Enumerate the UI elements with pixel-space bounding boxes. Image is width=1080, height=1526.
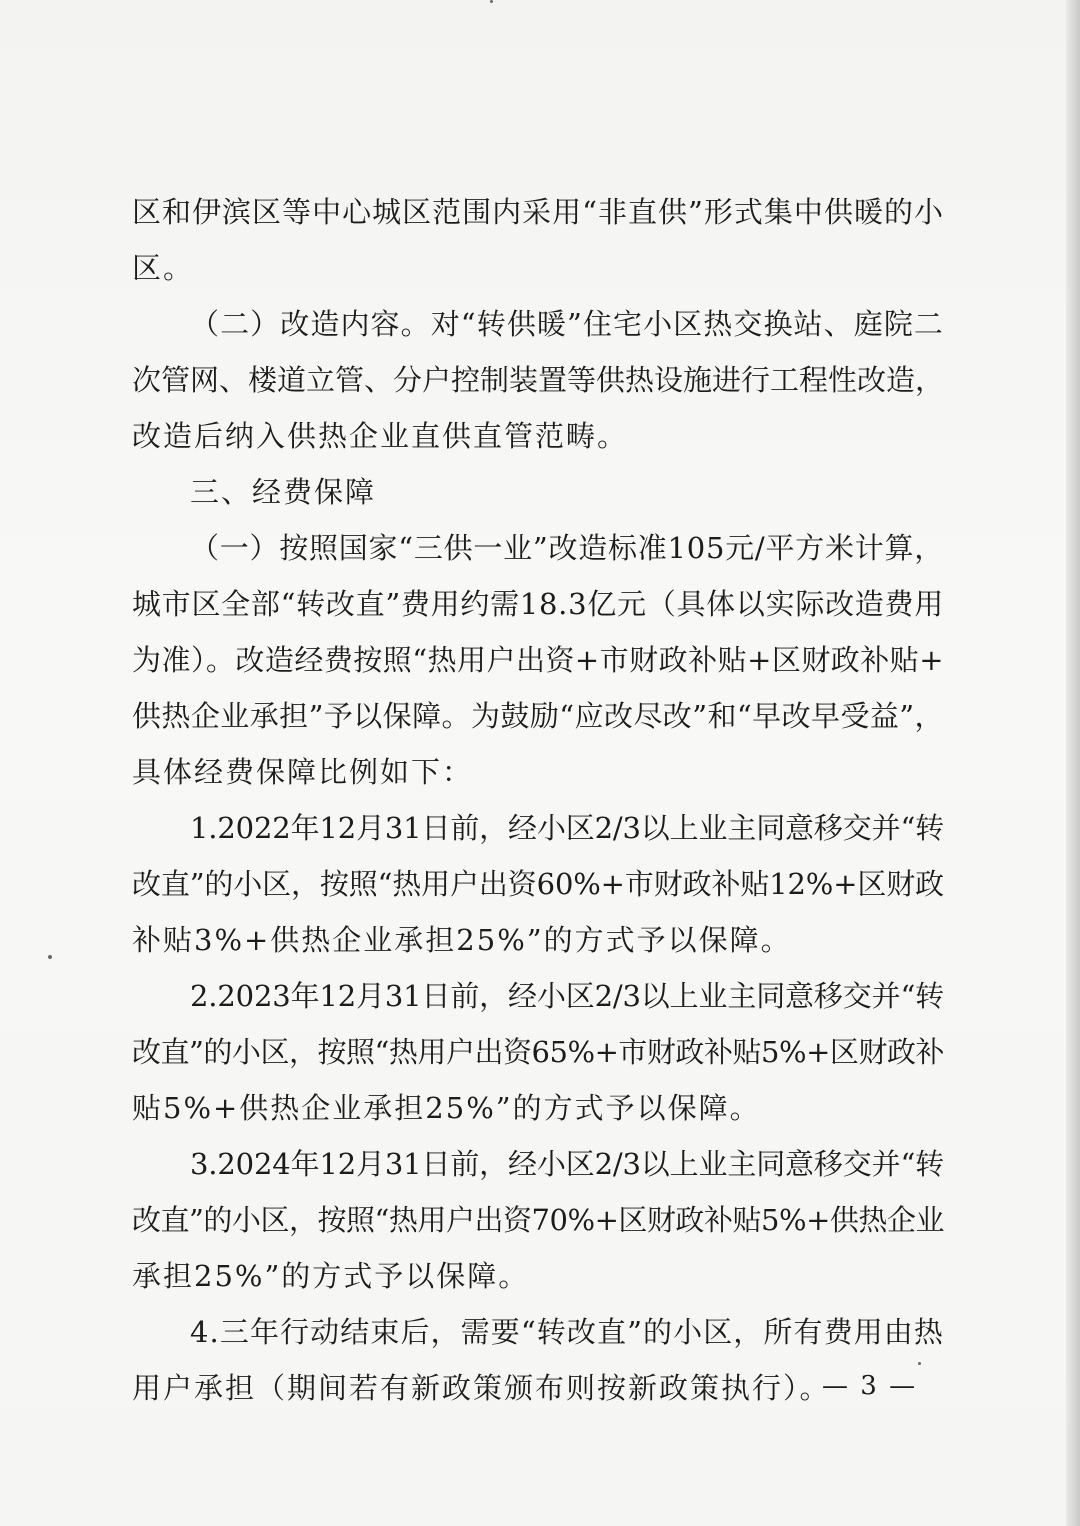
page-edge-shadow [1066, 0, 1080, 1526]
section-heading: 三、经费保障 [190, 475, 377, 509]
paragraph-line: 用户承担（期间若有新政策颁布则按新政策执行）。 [132, 1371, 831, 1405]
paragraph-line: 补贴3%+供热企业承担25%”的方式予以保障。 [132, 923, 792, 957]
document-body [132, 184, 944, 1416]
paragraph-line: 为准）。改造经费按照“热用户出资+市财政补贴+区财政补贴+ [132, 643, 944, 677]
paragraph-line: 承担25%”的方式予以保障。 [132, 1259, 530, 1293]
paragraph-line: （二）改造内容。对“转供暖”住宅小区热交换站、庭院二 [190, 307, 944, 341]
paragraph-line: 1.2022年12月31日前，经小区2/3以上业主同意移交并“转 [190, 811, 944, 845]
scan-speck [48, 955, 52, 959]
scan-speck [490, 0, 493, 3]
paragraph-line: 3.2024年12月31日前，经小区2/3以上业主同意移交并“转 [190, 1147, 944, 1181]
paragraph-line: 区。 [132, 251, 195, 285]
paragraph-line: 2.2023年12月31日前，经小区2/3以上业主同意移交并“转 [190, 979, 944, 1013]
paragraph-line: 次管网、楼道立管、分户控制装置等供热设施进行工程性改造， [132, 363, 944, 397]
paragraph-line: （一）按照国家“三供一业”改造标准105元/平方米计算， [190, 531, 944, 565]
page-number: — 3 — [822, 1371, 918, 1401]
paragraph-line: 区和伊滨区等中心城区范围内采用“非直供”形式集中供暖的小 [132, 195, 944, 229]
paragraph-line: 具体经费保障比例如下： [132, 755, 474, 789]
paragraph-line: 城市区全部“转改直”费用约需18.3亿元（具体以实际改造费用 [132, 587, 944, 621]
paragraph-line: 贴5%+供热企业承担25%”的方式予以保障。 [132, 1091, 761, 1125]
paragraph-line: 改造后纳入供热企业直供直管范畴。 [132, 419, 629, 453]
paragraph-line: 4.三年行动结束后，需要“转改直”的小区，所有费用由热 [190, 1315, 944, 1349]
paragraph-line: 改直”的小区，按照“热用户出资70%+区财政补贴5%+供热企业 [132, 1203, 944, 1237]
paragraph-line: 供热企业承担”予以保障。为鼓励“应改尽改”和“早改早受益”， [132, 699, 944, 733]
paragraph-line: 改直”的小区，按照“热用户出资65%+市财政补贴5%+区财政补 [132, 1035, 944, 1069]
paragraph-line: 改直”的小区，按照“热用户出资60%+市财政补贴12%+区财政 [132, 867, 944, 901]
